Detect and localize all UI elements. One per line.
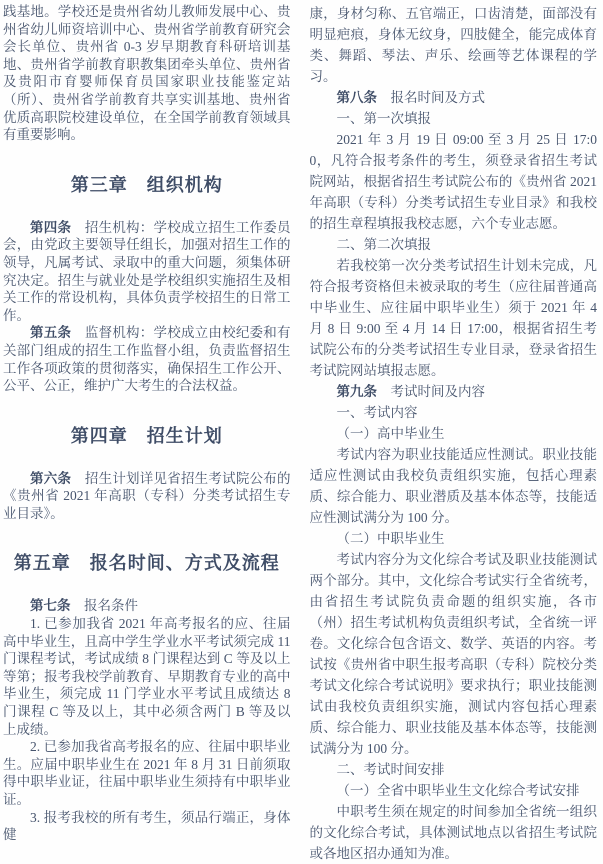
paragraph: 3. 报考我校的所有考生，须品行端正，身体健	[3, 809, 291, 843]
paragraph-text: 招生计划详见省招生考试院公布的《贵州省 2021 年高职（专科）分类考试招生专业目录》。	[3, 470, 291, 521]
article-lead: 第五条	[30, 325, 72, 341]
paragraph: （一）高中毕业生	[336, 426, 445, 441]
column-left	[3, 3, 291, 843]
paragraph: 中职考生须在规定的时间参加全省统一组织的文化综合考试，具体测试地点以省招生考试院或各地区招办通知为准。	[309, 804, 597, 861]
paragraph: 考试内容为职业技能适应性测试。职业技能适应性测试由我校负责组织实施，包括心理素质、综合能力、职业潜质及基本体态等，技能适应性测试满分为 100 分。	[309, 447, 597, 525]
paragraph	[3, 470, 291, 523]
paragraph-text: 监督机构：学校成立由校纪委和有关部门组成的招生工作监督小组，负责监督招生工作各项政策的贯彻落实，确保招生工作公开、公平、公正，维护广大考生的合法权益。	[3, 325, 291, 394]
chapter-heading: 第四章 招生计划	[70, 425, 223, 446]
article-lead: 第四条	[30, 219, 72, 235]
article-lead: 第七条	[30, 598, 71, 614]
paragraph-text: 考试时间及内容	[377, 384, 485, 399]
paragraph: 1. 已参加我省 2021 年高考报名的应、往届高中毕业生，且高中学生学业水平考试须完成 11 门课程考试，考试成绩 8 门课程达到 C 等及以上等第；报考我校学前教育、早期教育专业的高中毕业生，须完成 11 门学业水平考试且成绩达 8 门课程 C 等及以上，其中必须含两门 B 等及以上成绩。	[3, 616, 291, 737]
paragraph: 考试内容分为文化综合考试及职业技能测试两个部分。其中，文化综合考试实行全省统考，由省招生考试院负责命题的组织实施，各市（州）招生考试机构负责组织考试，全省统一评卷。文化综合包含语文、数学、英语的内容。考试按《贵州省中职生报考高职（专科）院校分类考试文化综合考试说明》要求执行；职业技能测试由我校负责组织实施，测试内容包括心理素质、综合能力、职业技能及基本体态等，技能测试满分为 100 分。	[309, 552, 597, 756]
paragraph: 二、第二次填报	[336, 237, 431, 252]
paragraph	[3, 324, 291, 394]
paragraph	[3, 219, 291, 325]
paragraph: 一、考试内容	[336, 405, 418, 420]
column-right	[309, 3, 598, 861]
chapter-heading: 第三章 组织机构	[70, 174, 223, 195]
article-lead: 第八条	[336, 90, 377, 105]
paragraph: 2. 已参加我省高考报名的应、往届中职毕业生。应届中职毕业生在 2021 年 8 月 31 日前须取得中职毕业证，往届中职毕业生须持有中职毕业证。	[3, 739, 291, 807]
paragraph	[310, 87, 598, 108]
chapter-heading: 第五章 报名时间、方式及流程	[13, 553, 280, 574]
paragraph: 二、考试时间安排	[336, 762, 445, 777]
paragraph	[3, 597, 291, 615]
paragraph-text: 报名条件	[70, 598, 138, 614]
paragraph-text: 招生机构：学校成立招生工作委员会，由党政主要领导任组长，加强对招生工作的领导，凡属考试、录取中的重大问题，须集体研究决定。招生与就业处是学校组织实施招生及相关工作的常设机构，具体负责学校招生的日常工作。	[3, 219, 291, 323]
paragraph	[310, 381, 598, 402]
article-lead: 第九条	[336, 384, 377, 399]
paragraph: 若我校第一次分类考试招生计划未完成，凡符合报考资格但未被录取的考生（应往届普通高中毕业生、应往届中职毕业生）须于 2021 年 4 月 8 日 9:00 至 4 月 14 日 17:00，根据省招生考试院公布的分类考试招生专业目录，登录省招生考试院网站填报志愿。	[309, 258, 597, 378]
paragraph: （二）中职毕业生	[336, 531, 445, 546]
paragraph: 践基地。学校还是贵州省幼儿教师发展中心、贵州省幼儿师资培训中心、贵州省学前教育研究会会长单位、贵州省 0-3 岁早期教育科研培训基地、贵州省学前教育职教集团牵头单位、贵州省及贵阳市育婴师保育员国家职业技能鉴定站（所）、贵州省学前教育共享实训基地、贵州省优质高职院校建设单位，在全国学前教育领域具有重要影响。	[3, 4, 291, 143]
paragraph: 一、第一次填报	[336, 111, 431, 126]
paragraph: 康，身材匀称、五官端正，口齿清楚，面部没有明显疤痕，身体无纹身，四肢健全，能完成体育类、舞蹈、琴法、声乐、绘画等艺体课程的学习。	[309, 6, 597, 84]
paragraph: （一）全省中职毕业生文化综合考试安排	[336, 783, 580, 798]
paragraph-text: 报名时间及方式	[377, 90, 485, 105]
article-lead: 第六条	[30, 470, 72, 486]
paragraph: 2021 年 3 月 19 日 09:00 至 3 月 25 日 17:00，凡符合报考条件的考生，须登录省招生考试院网站，根据省招生考试院公布的《贵州省 2021 年高职（专科）分类考试招生专业目录》和我校的招生章程填报我校志愿，六个专业志愿。	[309, 132, 597, 231]
